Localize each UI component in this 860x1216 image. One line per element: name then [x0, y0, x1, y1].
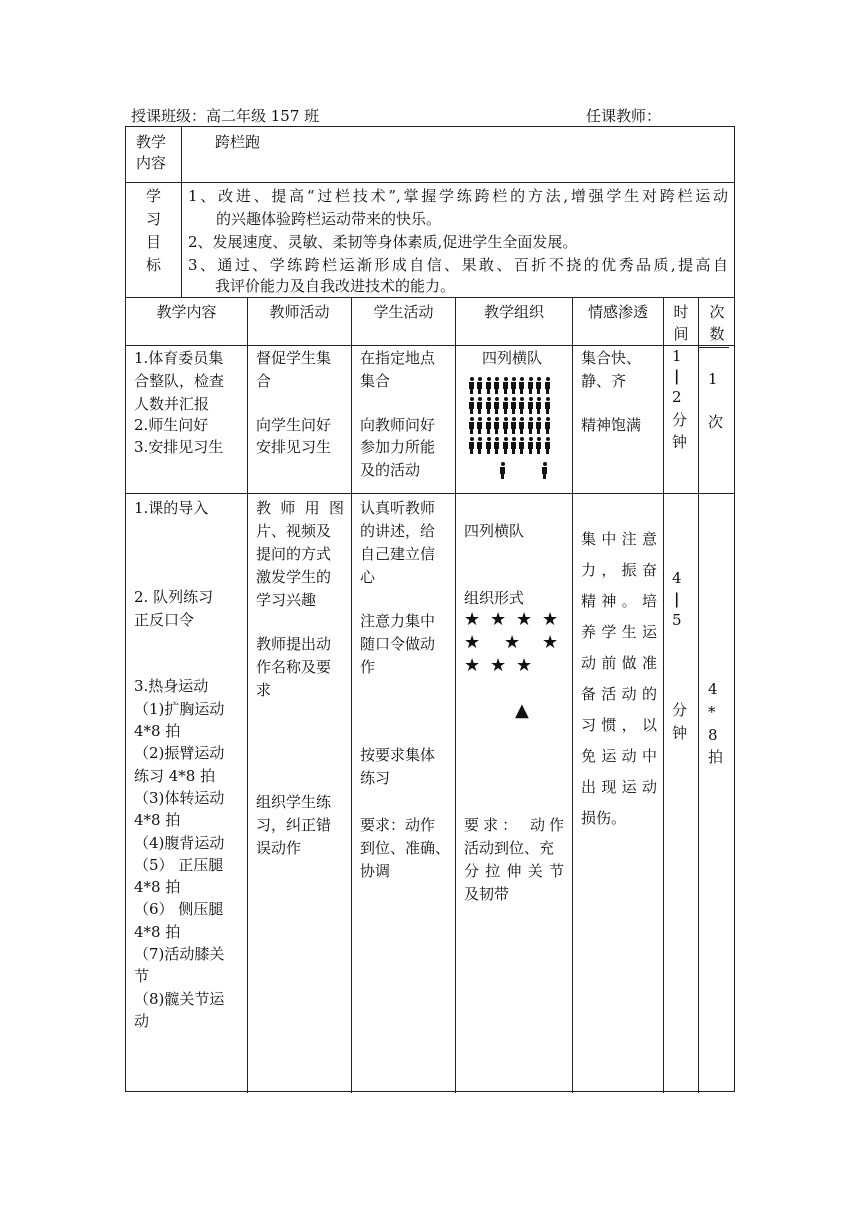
person-figure-icon: [469, 437, 474, 454]
text-line: 1.体育委员集: [134, 349, 224, 367]
text-line: 参加力所能: [360, 438, 436, 456]
star-icon: ★: [516, 609, 533, 630]
rule: [699, 347, 729, 348]
text-line: 2. 队列练习: [134, 588, 214, 607]
person-figure-icon: [469, 377, 474, 394]
text-line: 作: [360, 658, 376, 676]
person-figure-icon: [545, 417, 550, 434]
col-header-teacher: 教师活动: [269, 303, 330, 321]
text-line: |: [674, 590, 680, 608]
text-line: 4: [672, 569, 682, 587]
text-line: 节: [134, 967, 150, 986]
goal-line: 1、改进、提高“过栏技术”,掌握学练跨栏的方法,增强学生对跨栏运动: [188, 187, 728, 205]
person-figure-icon: [519, 437, 524, 454]
text-line: 力，振奋: [581, 561, 657, 579]
text-line: 练习: [360, 769, 391, 787]
person-figure-icon: [545, 437, 550, 454]
person-figure-icon: [528, 397, 533, 414]
person-figure-icon: [536, 437, 541, 454]
text-line: 向学生问好: [256, 416, 332, 434]
person-figure-icon: [542, 462, 547, 479]
text-line: 4*8 拍: [134, 922, 181, 941]
col-header-time: 间: [673, 325, 689, 343]
star-icon: ★: [542, 609, 559, 630]
text-line: （1)扩胸运动: [134, 699, 225, 718]
col-header-count: 数: [709, 325, 725, 343]
text-line: （6） 侧压腿: [134, 900, 224, 919]
text-line: 向教师问好: [360, 416, 436, 434]
person-figure-icon: [528, 417, 533, 434]
text-line: 及韧带: [464, 885, 510, 903]
person-figure-icon: [536, 417, 541, 434]
star-icon: ★: [464, 632, 481, 653]
text-line: 集合: [360, 372, 391, 390]
text-line: 3.安排见习生: [134, 438, 224, 456]
text-line: 分: [672, 411, 688, 429]
person-figure-icon: [528, 377, 533, 394]
text-line: 督促学生集: [256, 349, 332, 367]
person-figure-icon: [528, 437, 533, 454]
text-line: 教师用图: [256, 499, 344, 517]
text-line: 动前做准: [581, 654, 657, 672]
text-line: 钟: [672, 724, 688, 742]
rule: [663, 297, 664, 1093]
rule: [126, 493, 734, 494]
class-info: 授课班级：高二年级 157 班: [131, 107, 320, 125]
goals-label: 目: [146, 233, 162, 251]
text-line: 2.师生问好: [134, 416, 209, 434]
text-line: 免运动中: [581, 747, 657, 765]
person-figure-icon: [511, 397, 516, 414]
text-line: 分拉伸关节: [464, 862, 564, 880]
person-figure-icon: [503, 397, 508, 414]
goals-label: 习: [146, 210, 162, 228]
row1-organization-title: 四列横队: [482, 349, 543, 367]
rule: [126, 297, 734, 298]
person-figure-icon: [477, 377, 482, 394]
person-figure-icon: [511, 417, 516, 434]
text-line: 4*8 拍: [134, 722, 181, 740]
text-line: 损伤。: [581, 809, 627, 827]
text-line: 在指定地点: [360, 349, 436, 367]
text-line: 人数并汇报: [134, 395, 210, 413]
lesson-plan-table: [125, 126, 735, 1092]
text-line: 注意力集中: [360, 612, 436, 630]
person-figure-icon: [469, 417, 474, 434]
goal-line: 3、通过、学练跨栏运渐形成自信、果敢、百折不挠的优秀品质,提高自: [188, 256, 728, 274]
col-header-student: 学生活动: [373, 303, 434, 321]
text-line: 自己建立信: [360, 545, 436, 563]
text-line: （5） 正压腿: [134, 855, 224, 874]
text-line: 活动到位、充: [464, 839, 555, 857]
text-line: 2: [672, 388, 682, 406]
content-label: 内容: [136, 154, 167, 172]
col-header-emotion: 情感渗透: [587, 303, 648, 321]
text-line: 备活动的: [581, 685, 657, 703]
text-line: 练习 4*8 拍: [134, 766, 216, 785]
text-line: 要求：动作: [360, 816, 436, 834]
goals-label: 标: [146, 256, 162, 274]
text-line: 习惯，以: [581, 716, 657, 734]
text-line: 认真听教师: [360, 499, 436, 517]
text-line: 4: [708, 680, 718, 698]
rule: [247, 297, 248, 1093]
rule: [351, 297, 352, 1093]
text-line: 学习兴趣: [256, 591, 317, 609]
person-figure-icon: [486, 417, 491, 434]
text-line: 精神。培: [581, 592, 657, 610]
text-line: 钟: [672, 433, 688, 451]
person-figure-icon: [536, 397, 541, 414]
goals-label: 学: [146, 187, 162, 205]
star-formation: [464, 609, 568, 679]
text-line: 及的活动: [360, 461, 421, 479]
goal-line: 我评价能力及自我改进技术的能力。: [215, 277, 456, 295]
text-line: 随口令做动: [360, 635, 436, 653]
person-figure-icon: [503, 417, 508, 434]
text-line: 合整队，检查: [134, 372, 225, 390]
text-line: （8)髋关节运: [134, 989, 225, 1008]
text-line: （7)活动膝关: [134, 945, 225, 963]
star-icon: ★: [490, 609, 507, 630]
text-line: 的讲述，给: [360, 522, 436, 540]
text-line: （2)振臂运动: [134, 744, 225, 763]
goal-line: 2、发展速度、灵敏、柔韧等身体素质,促进学生全面发展。: [188, 233, 578, 251]
text-line: 组织学生练: [256, 793, 332, 811]
text-line: 3.热身运动: [134, 677, 209, 696]
teacher-marker-icon: ▲: [515, 700, 529, 721]
text-line: 1: [672, 347, 682, 365]
text-line: 合: [256, 372, 272, 390]
text-line: |: [674, 367, 680, 385]
person-figure-icon: [486, 377, 491, 394]
text-line: 误动作: [256, 839, 302, 857]
text-line: 分: [672, 701, 688, 719]
rule: [181, 127, 182, 297]
col-header-organization: 教学组织: [483, 303, 544, 321]
person-figure-icon: [494, 397, 499, 414]
content-value: 跨栏跑: [215, 133, 261, 151]
star-icon: ★: [542, 632, 559, 653]
person-figure-icon: [511, 377, 516, 394]
text-line: 出现运动: [581, 778, 657, 796]
text-line: （3)体转运动: [134, 788, 225, 807]
text-line: （4)腹背运动: [134, 833, 225, 852]
person-figure-icon: [503, 377, 508, 394]
rule: [698, 297, 699, 1093]
text-line: 5: [672, 611, 682, 629]
text-line: 按要求集体: [360, 746, 436, 764]
star-icon: ★: [464, 609, 481, 630]
text-line: 8: [708, 726, 718, 744]
text-line: 激发学生的: [256, 568, 332, 586]
person-figure-icon: [494, 417, 499, 434]
text-line: 作名称及要: [256, 658, 332, 676]
star-icon: ★: [504, 632, 521, 653]
text-line: 集中注意: [581, 530, 657, 548]
text-line: 求: [256, 681, 272, 699]
col-header-count: 次: [709, 303, 725, 321]
text-line: 4*8 拍: [134, 811, 181, 830]
person-figure-icon: [503, 437, 508, 454]
person-figure-icon: [545, 377, 550, 394]
text-line: 次: [708, 413, 724, 431]
col-header-content: 教学内容: [156, 303, 217, 321]
text-line: 1: [708, 370, 718, 388]
text-line: 精神饱满: [581, 416, 642, 434]
person-figure-icon: [500, 462, 505, 479]
text-line: 动: [134, 1011, 150, 1030]
text-line: 要求： 动作: [464, 816, 564, 834]
person-figure-icon: [519, 417, 524, 434]
rule: [572, 297, 573, 1093]
text-line: 4*8 拍: [134, 878, 181, 897]
text-line: 心: [360, 568, 376, 586]
person-figure-icon: [494, 437, 499, 454]
text-line: 正反口令: [134, 610, 195, 629]
rule: [126, 345, 734, 346]
content-label: 教学: [136, 133, 167, 151]
text-line: 静、齐: [581, 372, 627, 390]
rule: [455, 297, 456, 1093]
rule: [126, 182, 734, 183]
text-line: 安排见习生: [256, 438, 332, 456]
person-figure-icon: [494, 377, 499, 394]
col-header-time: 时: [673, 303, 689, 321]
text-line: 组织形式: [464, 589, 525, 607]
goal-line: 的兴趣体验跨栏运动带来的快乐。: [216, 210, 442, 228]
text-line: 片、视频及: [256, 522, 332, 540]
text-line: 提问的方式: [256, 545, 332, 563]
person-figure-icon: [477, 437, 482, 454]
star-icon: ★: [516, 655, 533, 676]
text-line: *: [708, 703, 716, 721]
person-figure-icon: [477, 417, 482, 434]
person-figure-icon: [536, 377, 541, 394]
text-line: 养学生运: [581, 623, 657, 641]
text-line: 习，纠正错: [256, 816, 332, 834]
text-line: 拍: [708, 748, 724, 766]
person-figure-icon: [545, 397, 550, 414]
text-line: 四列横队: [464, 522, 525, 540]
person-figure-icon: [477, 397, 482, 414]
text-line: 教师提出动: [256, 635, 332, 653]
person-figure-icon: [486, 437, 491, 454]
person-figure-icon: [519, 377, 524, 394]
person-figure-icon: [469, 397, 474, 414]
text-line: 协调: [360, 862, 391, 880]
text-line: 1.课的导入: [134, 499, 209, 517]
text-line: 集合快、: [581, 349, 642, 367]
teacher-info: 任课教师：: [586, 107, 662, 125]
person-figure-icon: [486, 397, 491, 414]
formation-diagram: [469, 377, 559, 472]
star-icon: ★: [490, 655, 507, 676]
person-figure-icon: [519, 397, 524, 414]
star-icon: ★: [464, 655, 481, 676]
person-figure-icon: [511, 437, 516, 454]
text-line: 到位、准确、: [360, 839, 451, 857]
